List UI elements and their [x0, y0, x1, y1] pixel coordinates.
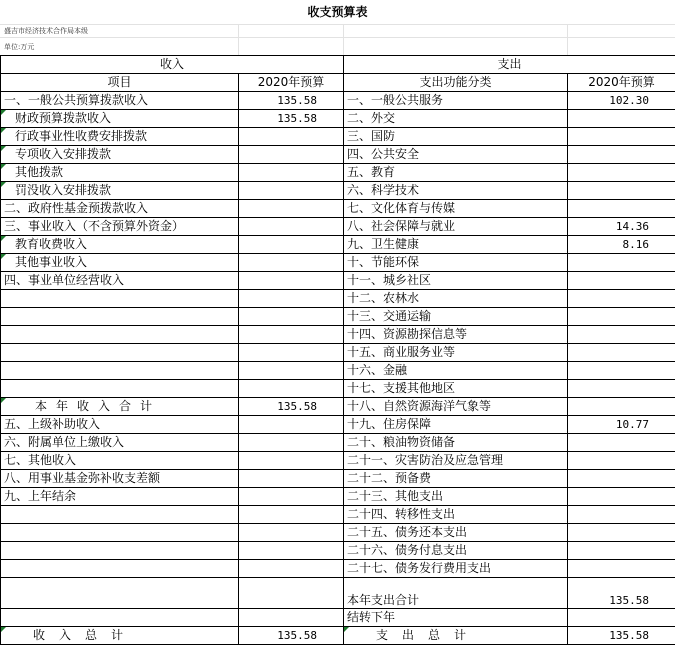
- income-item: 八、用事业基金弥补收支差额: [1, 470, 239, 488]
- org-name: 盛吉市经济技术合作局本级: [4, 26, 88, 36]
- income-value: [239, 272, 344, 290]
- expense-value: [568, 362, 675, 380]
- expense-value: [568, 398, 675, 416]
- table-row: [1, 236, 675, 254]
- expense-item: 二十七、债务发行费用支出: [344, 560, 568, 578]
- expense-value: 8.16: [568, 236, 675, 254]
- col-func: 支出功能分类: [344, 74, 568, 92]
- income-item: [1, 542, 239, 560]
- income-item: 教育收费收入: [1, 236, 239, 254]
- income-value: [239, 362, 344, 380]
- income-item: [1, 578, 239, 609]
- expense-item: 十七、支援其他地区: [344, 380, 568, 398]
- expense-value: [568, 182, 675, 200]
- income-value: [239, 308, 344, 326]
- expense-item: 二十一、灾害防治及应急管理: [344, 452, 568, 470]
- table-row: [1, 200, 675, 218]
- income-value: [239, 578, 344, 609]
- table-row: [1, 416, 675, 434]
- income-item: [1, 290, 239, 308]
- table-row: [1, 470, 675, 488]
- expense-value: [568, 506, 675, 524]
- table-row: [1, 578, 675, 609]
- expense-total-value: 135.58: [568, 578, 675, 609]
- expense-item: 四、公共安全: [344, 146, 568, 164]
- expense-value: [568, 560, 675, 578]
- income-item: 七、其他收入: [1, 452, 239, 470]
- expense-item: 二十、粮油物资储备: [344, 434, 568, 452]
- expense-value: 14.36: [568, 218, 675, 236]
- income-item: 九、上年结余: [1, 488, 239, 506]
- income-item: [1, 308, 239, 326]
- expense-item: 二十六、债务付息支出: [344, 542, 568, 560]
- expense-value: [568, 488, 675, 506]
- income-item: 财政预算拨款收入: [1, 110, 239, 128]
- income-item: [1, 326, 239, 344]
- table-row: [1, 452, 675, 470]
- table-row: [1, 146, 675, 164]
- expense-item: 十、节能环保: [344, 254, 568, 272]
- grand-total-row: [1, 627, 675, 645]
- table-row: [1, 128, 675, 146]
- table-row: [1, 308, 675, 326]
- income-value: [239, 236, 344, 254]
- table-row: [1, 164, 675, 182]
- expense-item: 七、文化体育与传媒: [344, 200, 568, 218]
- income-value: [239, 434, 344, 452]
- expense-value: [568, 128, 675, 146]
- table-row: [1, 362, 675, 380]
- table-row: [1, 110, 675, 128]
- income-value: [239, 254, 344, 272]
- income-value: [239, 560, 344, 578]
- income-item: [1, 380, 239, 398]
- table-row: [1, 488, 675, 506]
- table-row: [1, 380, 675, 398]
- income-item: 二、政府性基金预拨款收入: [1, 200, 239, 218]
- income-value: [239, 506, 344, 524]
- table-row: [1, 524, 675, 542]
- expense-value: [568, 470, 675, 488]
- expense-item: 二十五、债务还本支出: [344, 524, 568, 542]
- expense-value: [568, 542, 675, 560]
- table-row: [1, 182, 675, 200]
- income-item: 罚没收入安排拨款: [1, 182, 239, 200]
- income-value: 135.58: [239, 110, 344, 128]
- expense-item: 六、科学技术: [344, 182, 568, 200]
- expense-item: 一、一般公共服务: [344, 92, 568, 110]
- income-value: [239, 326, 344, 344]
- income-item: 三、事业收入（不含预算外资金）: [1, 218, 239, 236]
- expense-item: 三、国防: [344, 128, 568, 146]
- expense-item: 十三、交通运输: [344, 308, 568, 326]
- income-item: 专项收入安排拨款: [1, 146, 239, 164]
- income-item: 本年收入合计: [1, 398, 239, 416]
- expense-value: [568, 452, 675, 470]
- expense-value: [568, 380, 675, 398]
- income-value: [239, 344, 344, 362]
- table-row: [1, 398, 675, 416]
- income-value: [239, 542, 344, 560]
- table-row: [1, 542, 675, 560]
- expense-item: 九、卫生健康: [344, 236, 568, 254]
- section-header-row: [1, 56, 675, 74]
- table-row: [1, 218, 675, 236]
- income-value: [239, 182, 344, 200]
- col-item: 项目: [1, 74, 239, 92]
- income-grand-label: 收入总计: [1, 627, 239, 645]
- expense-item: 二十四、转移性支出: [344, 506, 568, 524]
- table-row: [1, 506, 675, 524]
- income-value: 135.58: [239, 92, 344, 110]
- sheet-title: 收支预算表: [0, 0, 675, 24]
- expense-total-label: 本年支出合计: [344, 578, 568, 609]
- income-item: [1, 560, 239, 578]
- income-value: [239, 146, 344, 164]
- table-row: [1, 290, 675, 308]
- expense-item: 五、教育: [344, 164, 568, 182]
- income-value: [239, 164, 344, 182]
- expense-value: 102.30: [568, 92, 675, 110]
- table-row: [1, 254, 675, 272]
- income-value: [239, 416, 344, 434]
- expense-value: [568, 254, 675, 272]
- table-row: [1, 92, 675, 110]
- income-value: [239, 200, 344, 218]
- unit-label: 单位:万元: [4, 42, 34, 52]
- col-budget: 2020年预算: [239, 74, 344, 92]
- expense-value: [568, 308, 675, 326]
- income-header: 收入: [1, 56, 344, 74]
- expense-item: 二十三、其他支出: [344, 488, 568, 506]
- carry-forward-label: 结转下年: [344, 609, 568, 627]
- expense-grand-label: 支出总计: [344, 627, 568, 645]
- expense-value: 10.77: [568, 416, 675, 434]
- expense-item: 十四、资源勘探信息等: [344, 326, 568, 344]
- income-value: [239, 609, 344, 627]
- expense-item: 十九、住房保障: [344, 416, 568, 434]
- income-value: [239, 470, 344, 488]
- income-item: [1, 609, 239, 627]
- income-value: [239, 488, 344, 506]
- column-header-row: [1, 74, 675, 92]
- table-row: [1, 326, 675, 344]
- expense-header: 支出: [344, 56, 675, 74]
- table-row: [1, 560, 675, 578]
- income-item: [1, 362, 239, 380]
- income-item: 六、附属单位上缴收入: [1, 434, 239, 452]
- income-value: [239, 218, 344, 236]
- expense-value: [568, 344, 675, 362]
- income-item: 其他拨款: [1, 164, 239, 182]
- expense-item: 十二、农林水: [344, 290, 568, 308]
- expense-item: 十六、金融: [344, 362, 568, 380]
- income-value: 135.58: [239, 398, 344, 416]
- expense-grand-value: 135.58: [568, 627, 675, 645]
- table-row: [1, 434, 675, 452]
- income-value: [239, 452, 344, 470]
- expense-value: [568, 164, 675, 182]
- expense-value: [568, 110, 675, 128]
- income-value: [239, 290, 344, 308]
- income-item: [1, 344, 239, 362]
- table-row: [1, 344, 675, 362]
- income-value: [239, 380, 344, 398]
- income-item: 四、事业单位经营收入: [1, 272, 239, 290]
- expense-item: 八、社会保障与就业: [344, 218, 568, 236]
- expense-value: [568, 290, 675, 308]
- income-value: [239, 128, 344, 146]
- table-row: [1, 609, 675, 627]
- expense-value: [568, 434, 675, 452]
- expense-item: 二、外交: [344, 110, 568, 128]
- expense-value: [568, 524, 675, 542]
- expense-item: 二十二、预备费: [344, 470, 568, 488]
- budget-table: [0, 55, 675, 645]
- income-item: [1, 506, 239, 524]
- expense-value: [568, 146, 675, 164]
- income-item: 一、一般公共预算拨款收入: [1, 92, 239, 110]
- income-item: 五、上级补助收入: [1, 416, 239, 434]
- expense-item: 十五、商业服务业等: [344, 344, 568, 362]
- table-row: [1, 272, 675, 290]
- income-value: [239, 524, 344, 542]
- income-item: 其他事业收入: [1, 254, 239, 272]
- income-grand-value: 135.58: [239, 627, 344, 645]
- expense-value: [568, 326, 675, 344]
- carry-forward-value: [568, 609, 675, 627]
- income-item: 行政事业性收费安排拨款: [1, 128, 239, 146]
- expense-item: 十八、自然资源海洋气象等: [344, 398, 568, 416]
- expense-value: [568, 272, 675, 290]
- expense-item: 十一、城乡社区: [344, 272, 568, 290]
- expense-value: [568, 200, 675, 218]
- income-item: [1, 524, 239, 542]
- col-budget2: 2020年预算: [568, 74, 675, 92]
